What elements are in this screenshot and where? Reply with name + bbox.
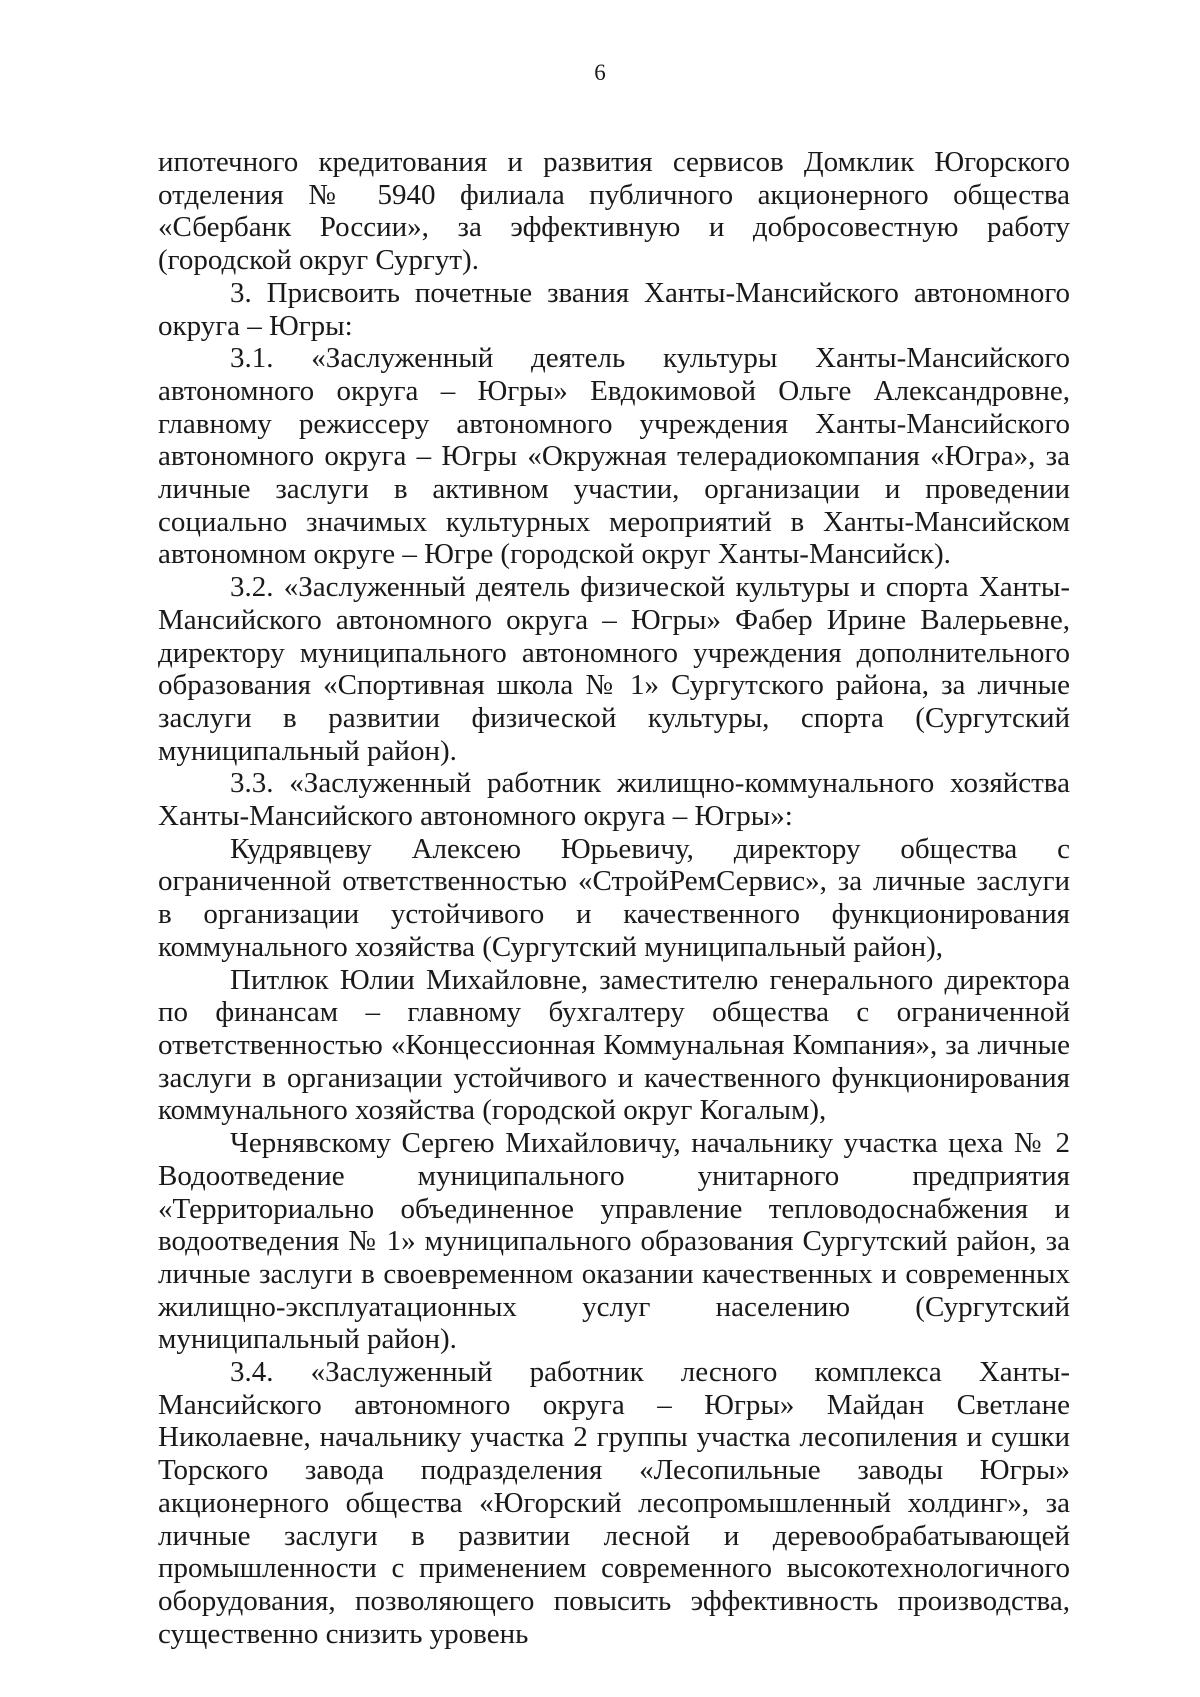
paragraph-kudryavtsev: Кудрявцеву Алексею Юрьевичу, директору общества с ограниченной ответственностью «СтройРемСервис», за личные заслуги в организации устойчивого и качественного функционирования коммунального хозяйства (Сургутский муниципальный район), <box>158 832 1070 963</box>
paragraph-item-3-1: 3.1. «Заслуженный деятель культуры Ханты-Мансийского автономного округа – Югры» Евдокимовой Ольге Александровне, главному режиссеру автономного учреждения Ханты-Мансийского автономного округа – Югры «Окружная телерадиокомпания «Югра», за личные заслуги в активном участии, организации и проведении социально значимых культурных мероприятий в Ханты-Мансийском автономном округе – Югре (городской округ Ханты-Мансийск). <box>158 342 1070 571</box>
paragraph-item-3-3: 3.3. «Заслуженный работник жилищно-коммунального хозяйства Ханты-Мансийского автономного округа – Югры»: <box>158 767 1070 833</box>
paragraph-item-3-4: 3.4. «Заслуженный работник лесного комплекса Ханты-Мансийского автономного округа – Югры» Майдан Светлане Николаевне, начальнику участка 2 группы участка лесопиления и сушки Торского завода подразделения «Лесопильные заводы Югры» акционерного общества «Югорский лесопромышленный холдинг», за личные заслуги в развитии лесной и деревообрабатывающей промышленности с применением современного высокотехнологичного оборудования, позволяющего повысить эффективность производства, существенно снизить уровень <box>158 1356 1070 1650</box>
paragraph-pitlyuk: Питлюк Юлии Михайловне, заместителю генерального директора по финансам – главному бухгалтеру общества с ограниченной ответственностью «Концессионная Коммунальная Компания», за личные заслуги в организации устойчивого и качественного функционирования коммунального хозяйства (городской округ Когалым), <box>158 963 1070 1127</box>
document-body <box>158 146 1070 1650</box>
page-number: 6 <box>594 60 606 85</box>
paragraph-continuation: ипотечного кредитования и развития сервисов Домклик Югорского отделения № 5940 филиала публичного акционерного общества «Сбербанк России», за эффективную и добросовестную работу (городской округ Сургут). <box>158 146 1070 277</box>
paragraph-item-3-2: 3.2. «Заслуженный деятель физической культуры и спорта Ханты-Мансийского автономного округа – Югры» Фабер Ирине Валерьевне, директору муниципального автономного учреждения дополнительного образования «Спортивная школа № 1» Сургутского района, за личные заслуги в развитии физической культуры, спорта (Сургутский муниципальный район). <box>158 571 1070 767</box>
paragraph-item-3: 3. Присвоить почетные звания Ханты-Мансийского автономного округа – Югры: <box>158 276 1070 342</box>
paragraph-chernyavsky: Чернявскому Сергею Михайловичу, начальнику участка цеха № 2 Водоотведение муниципального унитарного предприятия «Территориально объединенное управление тепловодоснабжения и водоотведения № 1» муниципального образования Сургутский район, за личные заслуги в своевременном оказании качественных и современных жилищно-эксплуатационных услуг населению (Сургутский муниципальный район). <box>158 1127 1070 1356</box>
